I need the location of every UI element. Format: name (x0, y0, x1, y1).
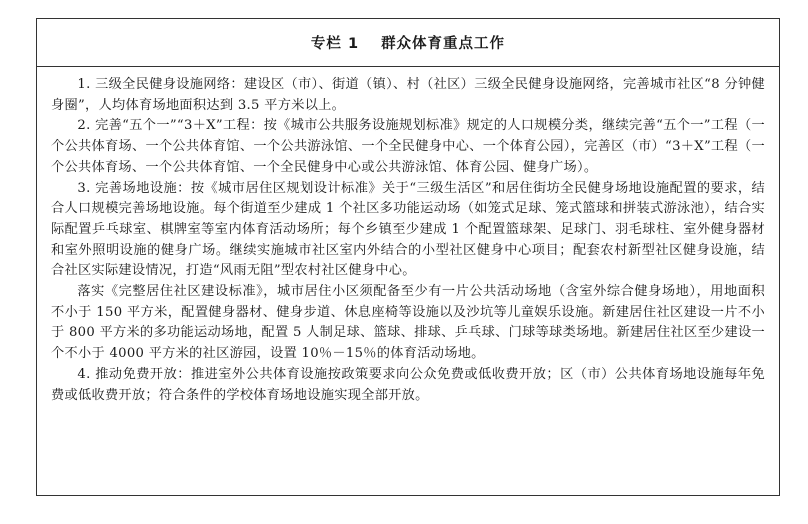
box-body (37, 67, 779, 406)
paragraph-five-one-project: 2. 完善“五个一”“3＋X”工程：按《城市公共服务设施规划标准》规定的人口规模分类，继续完善“五个一”工程（一个公共体育场、一个公共体育馆、一个公共游泳馆、一个全民健身中心、一个体育公园），完善区（市）“3＋X”工程（一个公共体育场、一个公共体育馆、一个全民健身中心或公共游泳馆、体育公园、健身广场）。 (51, 118, 765, 175)
paragraph-free-opening: 4. 推动免费开放：推进室外公共体育设施按政策要求向公众免费或低收费开放；区（市）公共体育场地设施每年免费或低收费开放；符合条件的学校体育场地设施实现全部开放。 (51, 366, 765, 403)
box-label: 专栏 1 (310, 36, 360, 52)
box-title (311, 32, 505, 53)
paragraph-facility-network: 1. 三级全民健身设施网络：建设区（市）、街道（镇）、村（社区）三级全民健身设施网络，完善城市社区“8 分钟健身圈”，人均体育场地面积达到 3.5 平方米以上。 (51, 77, 765, 113)
paragraph-residential-standard: 落实《完整居住社区建设标准》，城市居住小区须配备至少有一片公共活动场地（含室外综合健身场地），用地面积不小于 150 平方米，配置健身器材、健身步道、休息座椅等设施以及沙坑等儿童娱乐设施。新建居住社区建设一片不小于 800 平方米的多功能运动场地，配置 5 人制足球、篮球、排球、乒乓球、门球等球类场地。新建居住社区至少建设一个不小于 4000 平方米的社区游园，设置 10％－15％的体育活动场地。 (51, 284, 765, 362)
feature-box (36, 18, 780, 496)
box-header (37, 19, 779, 67)
paragraph-venue-facilities: 3. 完善场地设施：按《城市居住区规划设计标准》关于“三级生活区”和居住街坊全民健身场地设施配置的要求，结合人口规模完善场地设施。每个街道至少建成 1 个社区多功能运动场（如笼式足球、笼式篮球和拼装式游泳池），结合实际配置乒乓球室、棋牌室等室内体育活动场所；每个乡镇至少建成 1 个配置篮球架、足球门、羽毛球柱、室外健身器材和室外照明设施的健身广场。继续实施城市社区室内外结合的小型社区健身中心项目；配套农村新型社区健身设施，结合社区实际建设情况，打造“风雨无阻”型农村社区健身中心。 (51, 180, 765, 279)
box-heading: 群众体育重点工作 (381, 36, 506, 52)
